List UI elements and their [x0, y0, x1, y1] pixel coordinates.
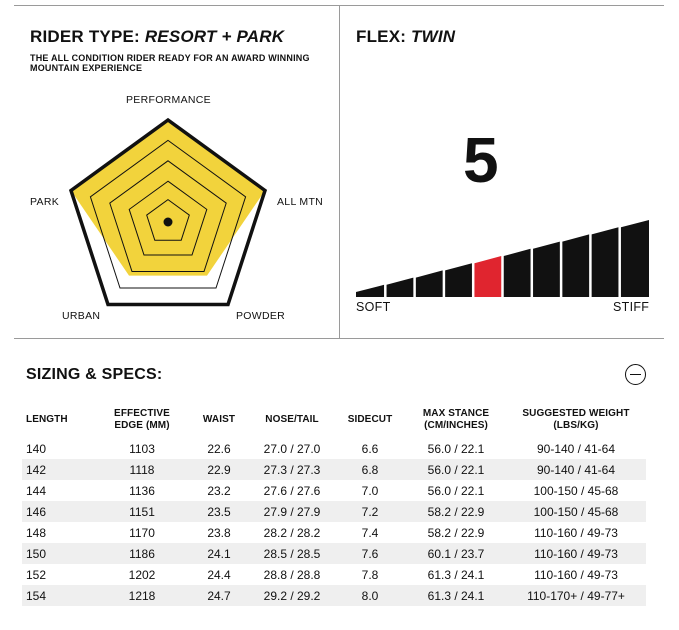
- flex-scale-bar: [445, 263, 472, 297]
- table-row: [22, 522, 646, 543]
- flex-title: [356, 27, 455, 47]
- cell-waist: 22.9: [188, 459, 250, 480]
- cell-effective-edge: 1218: [96, 585, 188, 606]
- cell-waist: 22.6: [188, 438, 250, 459]
- radar-fill-area: [71, 120, 265, 276]
- flex-scale-bar-active: [474, 256, 501, 297]
- specs-title: SIZING & SPECS:: [26, 366, 163, 383]
- cell-max-stance: 58.2 / 22.9: [406, 501, 506, 522]
- cell-suggested-weight: 90-140 / 41-64: [506, 459, 646, 480]
- cell-length: 140: [22, 438, 96, 459]
- cell-waist: 23.2: [188, 480, 250, 501]
- flex-scale-bar: [533, 242, 560, 297]
- cell-effective-edge: 1186: [96, 543, 188, 564]
- cell-max-stance: 61.3 / 24.1: [406, 585, 506, 606]
- cell-nose-tail: 28.5 / 28.5: [250, 543, 334, 564]
- cell-nose-tail: 27.9 / 27.9: [250, 501, 334, 522]
- flex-scale-bar: [592, 227, 619, 297]
- specs-header-row: [22, 402, 646, 438]
- cell-max-stance: 61.3 / 24.1: [406, 564, 506, 585]
- cell-sidecut: 6.6: [334, 438, 406, 459]
- cell-sidecut: 7.2: [334, 501, 406, 522]
- cell-waist: 24.4: [188, 564, 250, 585]
- cell-suggested-weight: 90-140 / 41-64: [506, 438, 646, 459]
- table-row: [22, 501, 646, 522]
- cell-nose-tail: 28.8 / 28.8: [250, 564, 334, 585]
- rider-type-label: RIDER TYPE:: [30, 27, 140, 46]
- cell-waist: 23.8: [188, 522, 250, 543]
- header-suggested-weight: [506, 402, 646, 438]
- cell-length: 148: [22, 522, 96, 543]
- middle-rule: [14, 338, 664, 339]
- cell-max-stance: 56.0 / 22.1: [406, 459, 506, 480]
- cell-effective-edge: 1202: [96, 564, 188, 585]
- cell-effective-edge: 1151: [96, 501, 188, 522]
- cell-effective-edge: 1103: [96, 438, 188, 459]
- table-row: [22, 543, 646, 564]
- header-max-stance-text: MAX STANCE (CM/INCHES): [422, 408, 490, 431]
- flex-label: FLEX:: [356, 27, 407, 46]
- radar-label-urban: URBAN: [62, 310, 101, 322]
- radar-outer-frame: [71, 120, 265, 305]
- table-row: [22, 459, 646, 480]
- flex-min-label: SOFT: [356, 300, 391, 314]
- flex-max-label: STIFF: [613, 300, 650, 314]
- flex-scale-bar: [562, 234, 589, 297]
- radar-label-park: PARK: [30, 196, 60, 208]
- cell-sidecut: 7.0: [334, 480, 406, 501]
- flex-scale-bar: [504, 249, 531, 297]
- cell-suggested-weight: 100-150 / 45-68: [506, 501, 646, 522]
- rider-description: THE ALL CONDITION RIDER READY FOR AN AWARD WINNING MOUNTAIN EXPERIENCE: [30, 53, 310, 73]
- cell-waist: 24.7: [188, 585, 250, 606]
- flex-scale-bar: [356, 285, 384, 297]
- radar-label-all-mtn: ALL MTN: [277, 196, 324, 208]
- table-row: [22, 438, 646, 459]
- rider-type-value: RESORT + PARK: [144, 27, 285, 46]
- header-effective-edge: [96, 402, 188, 438]
- radar-ring-4: [147, 200, 190, 241]
- header-nose-tail: NOSE/TAIL: [265, 414, 319, 425]
- cell-sidecut: 7.4: [334, 522, 406, 543]
- table-row: [22, 564, 646, 585]
- header-waist: WAIST: [202, 414, 236, 425]
- cell-length: 142: [22, 459, 96, 480]
- cell-length: 144: [22, 480, 96, 501]
- cell-max-stance: 56.0 / 22.1: [406, 480, 506, 501]
- cell-sidecut: 8.0: [334, 585, 406, 606]
- cell-sidecut: 7.8: [334, 564, 406, 585]
- cell-suggested-weight: 110-160 / 49-73: [506, 564, 646, 585]
- cell-max-stance: 56.0 / 22.1: [406, 438, 506, 459]
- cell-length: 154: [22, 585, 96, 606]
- flex-scale-bar: [387, 278, 414, 297]
- cell-suggested-weight: 110-170+ / 49-77+: [506, 585, 646, 606]
- table-row: [22, 585, 646, 606]
- table-row: [22, 480, 646, 501]
- header-suggested-weight-text: SUGGESTED WEIGHT (LBS/KG): [522, 408, 630, 431]
- cell-waist: 23.5: [188, 501, 250, 522]
- cell-nose-tail: 27.0 / 27.0: [250, 438, 334, 459]
- rider-type-title: [30, 27, 284, 47]
- cell-effective-edge: 1118: [96, 459, 188, 480]
- cell-suggested-weight: 110-160 / 49-73: [506, 522, 646, 543]
- radar-center-dot: [164, 218, 173, 227]
- minus-circle-icon[interactable]: [625, 364, 646, 385]
- cell-nose-tail: 28.2 / 28.2: [250, 522, 334, 543]
- radar-ring-1: [90, 140, 245, 288]
- cell-max-stance: 60.1 / 23.7: [406, 543, 506, 564]
- cell-waist: 24.1: [188, 543, 250, 564]
- cell-suggested-weight: 110-160 / 49-73: [506, 543, 646, 564]
- cell-length: 152: [22, 564, 96, 585]
- cell-nose-tail: 29.2 / 29.2: [250, 585, 334, 606]
- minus-stroke: [630, 374, 641, 376]
- cell-nose-tail: 27.6 / 27.6: [250, 480, 334, 501]
- cell-effective-edge: 1170: [96, 522, 188, 543]
- radar-label-performance: PERFORMANCE: [126, 94, 211, 106]
- cell-sidecut: 6.8: [334, 459, 406, 480]
- cell-length: 150: [22, 543, 96, 564]
- header-length: LENGTH: [26, 414, 68, 425]
- cell-nose-tail: 27.3 / 27.3: [250, 459, 334, 480]
- specs-table: [22, 402, 646, 606]
- header-max-stance: [406, 402, 506, 438]
- radar-label-powder: POWDER: [236, 310, 286, 322]
- radar-ring-3: [129, 181, 207, 255]
- flex-rating-number: 5: [463, 124, 499, 196]
- header-sidecut: SIDECUT: [347, 414, 393, 425]
- cell-max-stance: 58.2 / 22.9: [406, 522, 506, 543]
- cell-sidecut: 7.6: [334, 543, 406, 564]
- header-effective-edge-text: EFFECTIVE EDGE (MM): [114, 408, 170, 431]
- flex-scale-bar: [621, 220, 649, 297]
- cell-effective-edge: 1136: [96, 480, 188, 501]
- radar-ring-2: [110, 161, 226, 272]
- cell-suggested-weight: 100-150 / 45-68: [506, 480, 646, 501]
- cell-length: 146: [22, 501, 96, 522]
- flex-scale-bar: [416, 270, 443, 297]
- flex-value: TWIN: [411, 27, 456, 46]
